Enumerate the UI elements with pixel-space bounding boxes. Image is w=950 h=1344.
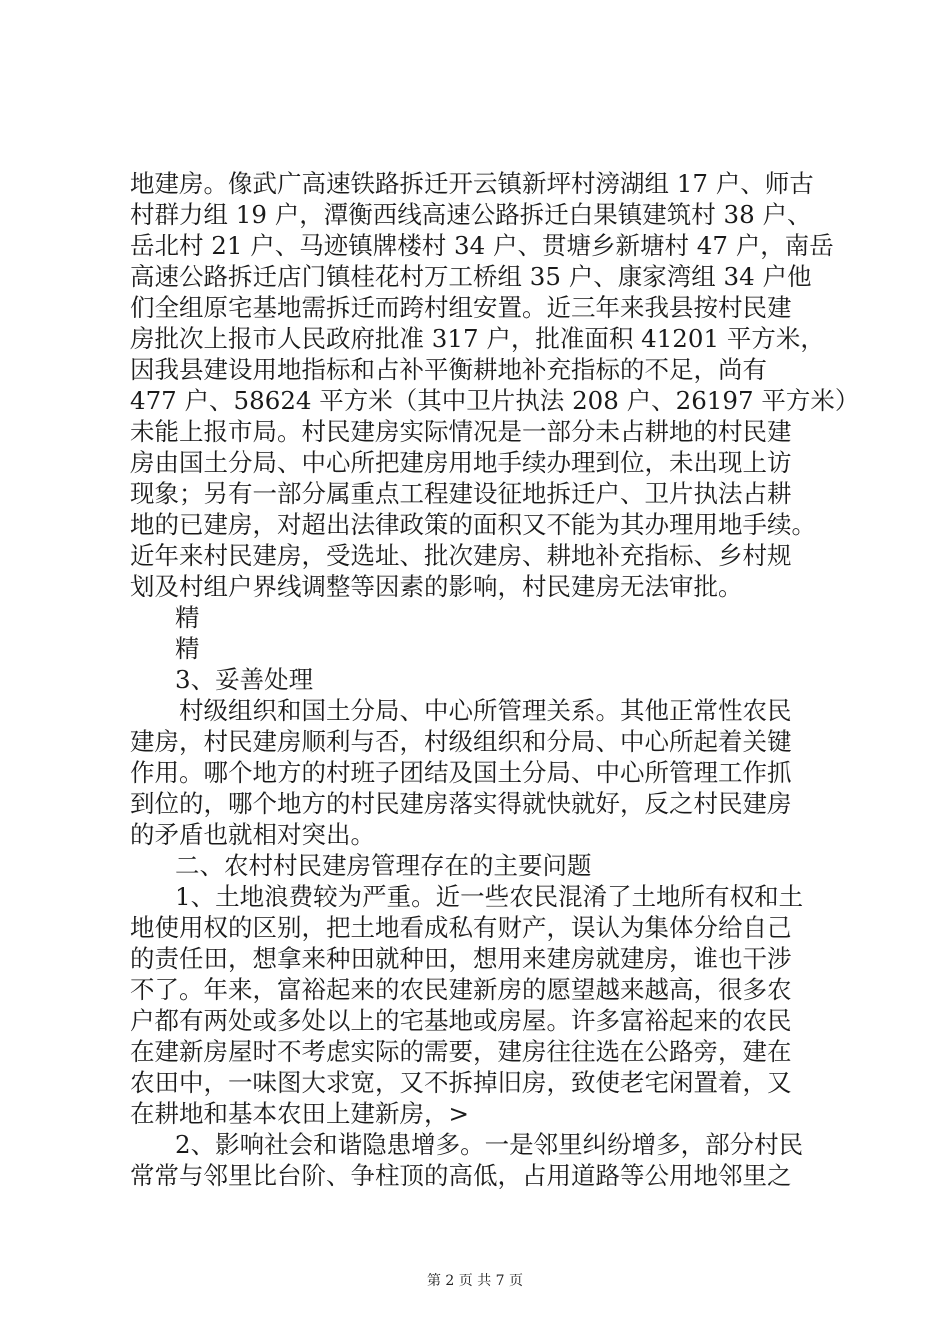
text-line: 常常与邻里比台阶、争柱顶的高低，占用道路等公用地邻里之	[130, 1161, 792, 1190]
text-line: 因我县建设用地指标和占补平衡耕地补充指标的不足，尚有	[130, 355, 767, 384]
text-line: 高速公路拆迁店门镇桂花村万工桥组 35 户、康家湾组 34 户他	[130, 262, 812, 291]
body-text	[130, 168, 860, 1191]
text-line: 2、影响社会和谐隐患增多。一是邻里纠纷增多，部分村民	[175, 1130, 804, 1159]
text-line: 到位的，哪个地方的村民建房落实得就快就好，反之村民建房	[130, 789, 792, 818]
text-line: 地的已建房，对超出法律政策的面积又不能为其办理用地手续。	[130, 510, 816, 539]
page-footer: 第 2 页 共 7 页	[426, 1273, 524, 1289]
text-line: 户都有两处或多处以上的宅基地或房屋。许多富裕起来的农民	[130, 1006, 792, 1035]
text-line: 房由国土分局、中心所把建房用地手续办理到位，未出现上访	[130, 448, 792, 477]
text-line: 房批次上报市人民政府批准 317 户，批准面积 41201 平方米，	[130, 324, 825, 353]
text-line: 在耕地和基本农田上建新房，>	[130, 1099, 470, 1128]
text-line: 划及村组户界线调整等因素的影响，村民建房无法审批。	[130, 572, 743, 601]
text-line: 精	[175, 634, 200, 663]
text-line: 未能上报市局。村民建房实际情况是一部分未占耕地的村民建	[130, 417, 792, 446]
text-line: 地建房。像武广高速铁路拆迁开云镇新坪村滂湖组 17 户、师古	[130, 169, 814, 198]
section-heading: 3、妥善处理	[175, 665, 314, 694]
text-line: 建房，村民建房顺利与否，村级组织和分局、中心所起着关键	[130, 727, 792, 756]
section-heading: 二、农村村民建房管理存在的主要问题	[175, 851, 592, 880]
text-line: 不了。年来，富裕起来的农民建新房的愿望越来越高，很多农	[130, 975, 792, 1004]
text-line: 们全组原宅基地需拆迁而跨村组安置。近三年来我县按村民建	[130, 293, 792, 322]
text-line: 的责任田，想拿来种田就种田，想用来建房就建房，谁也干涉	[130, 944, 792, 973]
text-line: 在建新房屋时不考虑实际的需要，建房往往选在公路旁，建在	[130, 1037, 792, 1066]
text-line: 477 户、58624 平方米（其中卫片执法 208 户、26197 平方米）	[130, 386, 860, 415]
text-line: 1、土地浪费较为严重。近一些农民混淆了土地所有权和土	[175, 882, 804, 911]
text-line: 村级组织和国土分局、中心所管理关系。其他正常性农民	[179, 696, 792, 725]
text-line: 近年来村民建房，受选址、批次建房、耕地补充指标、乡村规	[130, 541, 792, 570]
text-line: 农田中，一味图大求宽，又不拆掉旧房，致使老宅闲置着，又	[130, 1068, 792, 1097]
text-line: 作用。哪个地方的村班子团结及国土分局、中心所管理工作抓	[130, 758, 792, 787]
text-line: 现象；另有一部分属重点工程建设征地拆迁户、卫片执法占耕	[130, 479, 792, 508]
text-line: 地使用权的区别，把土地看成私有财产，误认为集体分给自己	[130, 913, 792, 942]
text-line: 精	[175, 603, 200, 632]
text-line: 村群力组 19 户，潭衡西线高速公路拆迁白果镇建筑村 38 户、	[130, 200, 812, 229]
text-line: 的矛盾也就相对突出。	[130, 820, 375, 849]
text-line: 岳北村 21 户、马迹镇牌楼村 34 户、贯塘乡新塘村 47 户，南岳	[130, 231, 834, 260]
